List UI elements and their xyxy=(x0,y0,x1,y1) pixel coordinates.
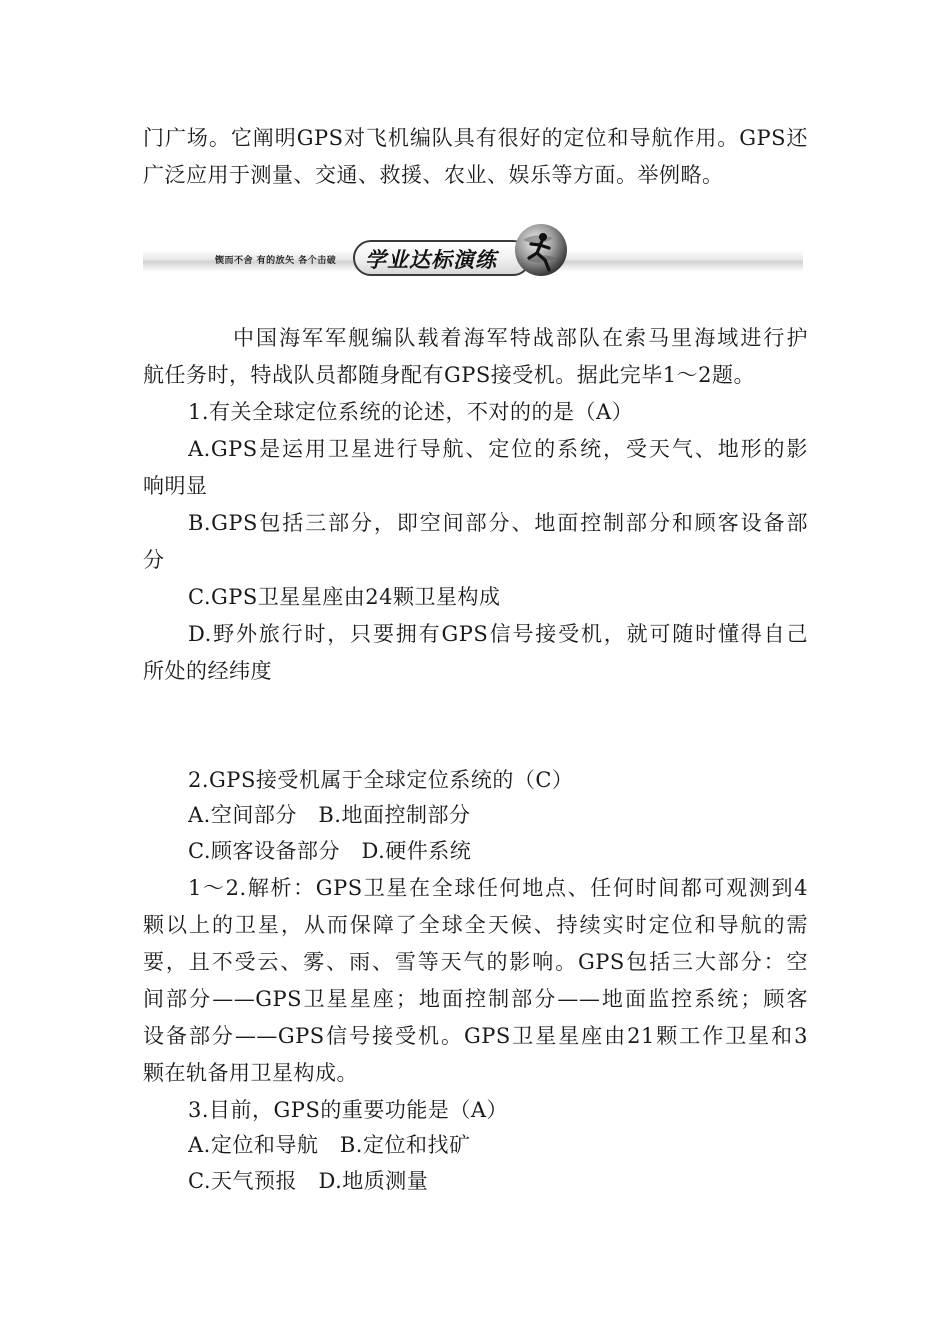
analysis-line-1: 1～2.解析：GPS卫星在全球任何地点、任何时间都可观测到4 xyxy=(188,876,808,900)
q1-option-a-line-1: A.GPS是运用卫星进行导航、定位的系统，受天气、地形的影 xyxy=(188,437,808,461)
q2-stem: 2.GPS接受机属于全球定位系统的（C） xyxy=(188,768,574,792)
analysis-line-4: 间部分——GPS卫星星座；地面控制部分——地面监控系统；顾客 xyxy=(143,987,808,1011)
passage-line-2: 航任务时，特战队员都随身配有GPS接受机。据此完毕1～2题。 xyxy=(143,363,756,387)
q1-option-b-line-1: B.GPS包括三部分，即空间部分、地面控制部分和顾客设备部 xyxy=(188,511,808,535)
q1-stem: 1.有关全球定位系统的论述，不对的的是（A） xyxy=(188,400,634,424)
runner-globe-icon xyxy=(509,220,569,280)
analysis-line-3: 要，且不受云、雾、雨、雪等天气的影响。GPS包括三大部分：空 xyxy=(143,950,808,974)
intro-line-1: 门广场。它阐明GPS对飞机编队具有很好的定位和导航作用。GPS还 xyxy=(143,126,808,150)
q3-options-cd: C.天气预报 D.地质测量 xyxy=(188,1169,429,1193)
section-banner xyxy=(143,220,803,282)
q3-stem: 3.目前，GPS的重要功能是（A） xyxy=(188,1098,508,1122)
q3-options-ab: A.定位和导航 B.定位和找矿 xyxy=(188,1133,471,1157)
intro-line-2: 广泛应用于测量、交通、救援、农业、娱乐等方面。举例略。 xyxy=(143,163,724,187)
analysis-line-5: 设备部分——GPS信号接受机。GPS卫星星座由21颗工作卫星和3 xyxy=(143,1024,808,1048)
analysis-line-6: 颗在轨备用卫星构成。 xyxy=(143,1061,358,1085)
q1-option-c: C.GPS卫星星座由24颗卫星构成 xyxy=(188,585,501,609)
analysis-line-2: 颗以上的卫星，从而保障了全球全天候、持续实时定位和导航的需 xyxy=(143,913,808,937)
q2-options-cd: C.顾客设备部分 D.硬件系统 xyxy=(188,839,472,863)
banner-slogan: 锲而不舍 有的放矢 各个击破 xyxy=(215,256,337,266)
q1-option-a-line-2: 响明显 xyxy=(143,474,208,498)
q1-option-d-line-2: 所处的经纬度 xyxy=(143,659,272,683)
q1-option-d-line-1: D.野外旅行时，只要拥有GPS信号接受机，就可随时懂得自己 xyxy=(188,622,808,646)
q2-options-ab: A.空间部分 B.地面控制部分 xyxy=(188,803,471,827)
q1-option-b-line-2: 分 xyxy=(143,548,165,572)
passage-line-1: 中国海军军舰编队载着海军特战部队在索马里海域进行护 xyxy=(233,326,808,350)
banner-title: 学业达标演练 xyxy=(365,248,497,272)
